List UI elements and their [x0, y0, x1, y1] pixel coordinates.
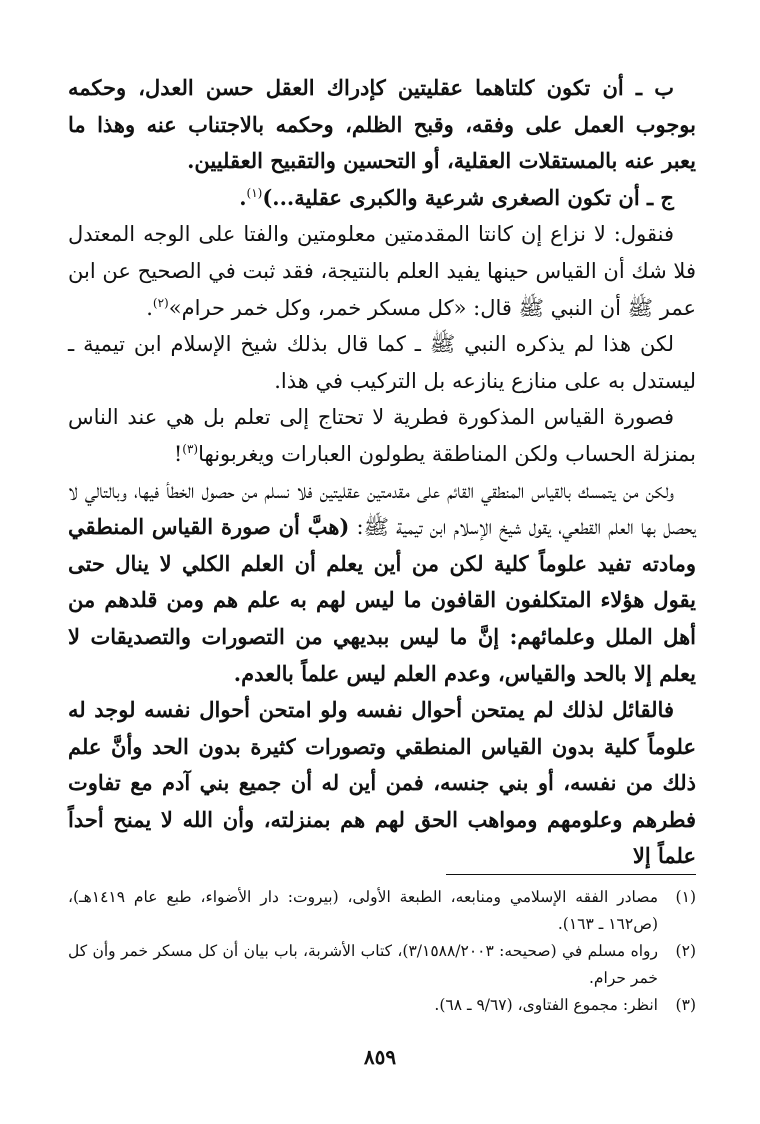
paragraph-b: [68, 70, 696, 180]
footnotes: [68, 884, 696, 1019]
ibn-taymiyyah-quote: (هبَّ أن صورة القياس المنطقي ومادته تفيد علوماً كلية لكن من أين يعلم أن العلم الكلي لا ينال حتى يقول هؤلاء المتكلفون القافون ما ليس لهم به علم هم ومن قلدهم من أهل الملل وعلمائهم: إنَّ ما ليس ببديهي من التصورات والتصديقات لا يعلم إلا بالحد والقياس، وعدم العلم ليس علماً بالعدم.: [68, 514, 696, 686]
footnote-divider: [446, 874, 696, 875]
footnote-number: (١): [675, 888, 696, 906]
paragraph-ibn-taymiyyah-intro: ولكن من يتمسك بالقياس المنطقي القائم على مقدمتين عقليتين فلا نسلم من حصول الخطأ فيها، وبالتالي لا يحصل بها العلم القطعي، يقول شيخ الإسلام ابن تيمية ﷺ:: [68, 478, 697, 540]
paragraph-soorah-text: فصورة القياس المذكورة فطرية لا تحتاج إلى تعلم بل هي عند الناس بمنزلة الحساب ولكن المناطقة يطولون العبارات ويغربونها: [68, 405, 696, 466]
paragraph-c-end: .: [239, 184, 247, 210]
footnote-3: [68, 992, 696, 1019]
page-number: ٨٥٩: [363, 1045, 397, 1069]
main-text: [68, 70, 696, 875]
footnote-1: [68, 884, 696, 938]
paragraph-naqool-end: .: [146, 295, 153, 320]
footnote-ref-1[interactable]: (١): [246, 185, 263, 200]
footnote-text: مصادر الفقه الإسلامي ومنابعه، الطبعة الأولى، (بيروت: دار الأضواء، طبع عام ١٤١٩هـ)، (ص١٦٢ ـ ١٦٣).: [68, 888, 658, 933]
paragraph-lakin-text: لكن هذا لم يذكره النبي ﷺ ـ كما قال بذلك شيخ الإسلام ابن تيمية ـ ليستدل به على منازع ينازعه بل التركيب في هذا.: [68, 332, 696, 393]
paragraph-naqool: [68, 216, 696, 326]
footnote-number: (٣): [675, 996, 696, 1014]
paragraph-c: [68, 180, 696, 217]
footnote-text: رواه مسلم في (صحيحه: ٣/١٥٨٨/٢٠٠٣)، كتاب الأشربة، باب بيان أن كل مسكر خمر وأن كل خمر حرام.: [68, 942, 658, 987]
paragraph-ibn-taymiyyah: [68, 473, 696, 693]
paragraph-soorah: [68, 399, 696, 472]
paragraph-c-text: ج ـ أن تكون الصغرى شرعية والكبرى عقلية...): [262, 184, 674, 210]
footnote-ref-3[interactable]: (٣): [182, 441, 199, 456]
paragraph-lakin: [68, 326, 696, 399]
footnote-ref-2[interactable]: (٢): [152, 295, 169, 310]
paragraph-naqool-text: فنقول: لا نزاع إن كانتا المقدمتين معلومتين والفتا على الوجه المعتدل فلا شك أن القياس حينها يفيد العلم بالنتيجة، فقد ثبت في الصحيح عن ابن عمر ﷺ أن النبي ﷺ قال: «كل مسكر خمر، وكل خمر حرام»: [68, 222, 696, 320]
footnote-2: [68, 938, 696, 992]
footnote-number: (٢): [675, 942, 696, 960]
paragraph-b-text: ب ـ أن تكون كلتاهما عقليتين كإدراك العقل حسن العدل، وحكمه بوجوب العمل على وفقه، وقبح الظلم، وحكمه بالاجتناب عنه وهذا ما يعبر عنه بالمستقلات العقلية، أو التحسين والتقبيح العقليين.: [68, 75, 696, 174]
paragraph-qaail: [68, 692, 696, 875]
paragraph-soorah-end: !: [173, 441, 183, 466]
footnote-text: انظر: مجموع الفتاوى، (٩/٦٧ ـ ٦٨).: [434, 996, 658, 1014]
paragraph-qaail-text: فالقائل لذلك لم يمتحن أحوال نفسه ولو امتحن أحوال نفسه لوجد له علوماً كلية بدون القياس المنطقي وتصورات كثيرة بدون الحد وأنَّ علم ذلك من نفسه، أو بني جنسه، فمن أين له أن جميع بني آدم مع تفاوت فطرهم وعلومهم ومواهب الحق لهم هم بمنزلته، وأن الله لا يمنح أحداً علماً إلا: [68, 697, 696, 869]
